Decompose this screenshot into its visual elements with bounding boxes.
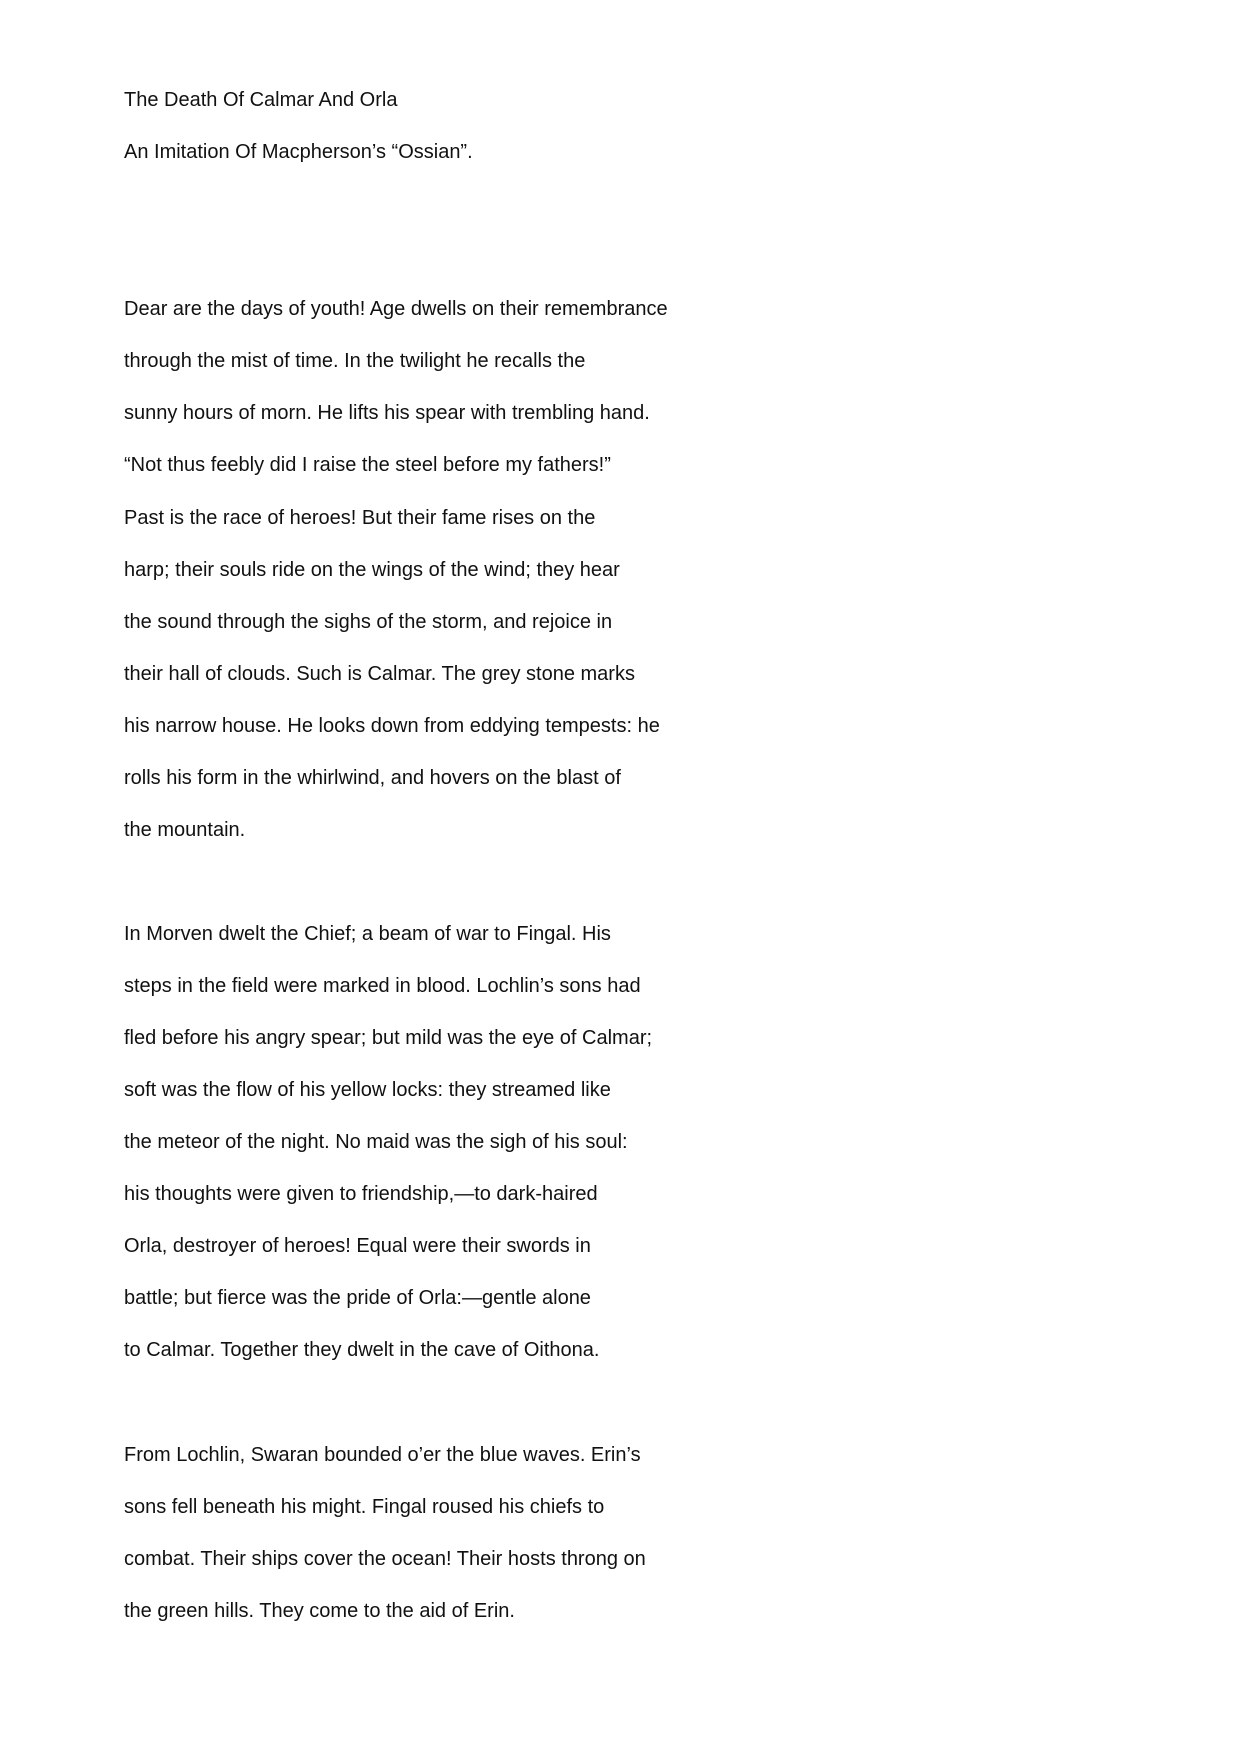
- text-line: “Not thus feebly did I raise the steel before my fathers!”: [124, 454, 611, 476]
- text-line: Past is the race of heroes! But their fame rises on the: [124, 507, 596, 529]
- text-line: the sound through the sighs of the storm, and rejoice in: [124, 611, 613, 633]
- text-line: From Lochlin, Swaran bounded o’er the blue waves. Erin’s: [124, 1444, 641, 1466]
- text-line: In Morven dwelt the Chief; a beam of war to Fingal. His: [124, 923, 611, 945]
- text-line: combat. Their ships cover the ocean! Their hosts throng on: [124, 1548, 646, 1570]
- text-line: through the mist of time. In the twilight he recalls the: [124, 350, 586, 372]
- text-line: the meteor of the night. No maid was the sigh of his soul:: [124, 1131, 628, 1153]
- text-line: steps in the field were marked in blood. Lochlin’s sons had: [124, 975, 641, 997]
- text-line: to Calmar. Together they dwelt in the cave of Oithona.: [124, 1339, 600, 1361]
- text-line: the mountain.: [124, 819, 246, 841]
- text-line: sons fell beneath his might. Fingal roused his chiefs to: [124, 1496, 605, 1518]
- text-line: his narrow house. He looks down from eddying tempests: he: [124, 715, 660, 737]
- text-line: sunny hours of morn. He lifts his spear with trembling hand.: [124, 402, 650, 424]
- text-line: battle; but fierce was the pride of Orla:—gentle alone: [124, 1287, 591, 1309]
- text-line: rolls his form in the whirlwind, and hovers on the blast of: [124, 767, 621, 789]
- text-line: Dear are the days of youth! Age dwells on their remembrance: [124, 298, 668, 320]
- text-line: his thoughts were given to friendship,—to dark-haired: [124, 1183, 598, 1205]
- text-line: Orla, destroyer of heroes! Equal were their swords in: [124, 1235, 591, 1257]
- document-title: The Death Of Calmar And Orla: [124, 89, 398, 111]
- text-line: soft was the flow of his yellow locks: they streamed like: [124, 1079, 611, 1101]
- text-line: harp; their souls ride on the wings of the wind; they hear: [124, 559, 620, 581]
- text-line: the green hills. They come to the aid of Erin.: [124, 1600, 515, 1622]
- document-subtitle: An Imitation Of Macpherson’s “Ossian”.: [124, 141, 473, 163]
- text-line: their hall of clouds. Such is Calmar. The grey stone marks: [124, 663, 635, 685]
- text-line: fled before his angry spear; but mild was the eye of Calmar;: [124, 1027, 653, 1049]
